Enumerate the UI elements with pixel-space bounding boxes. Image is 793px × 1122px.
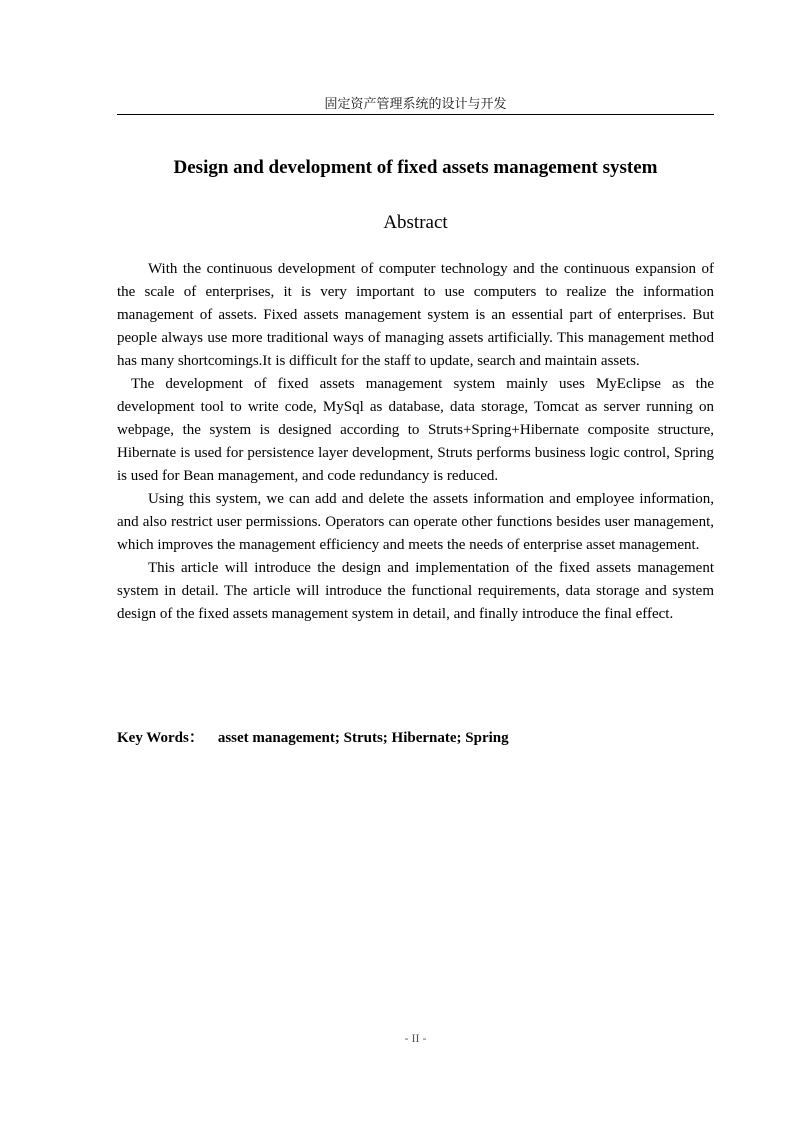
abstract-body [117, 258, 714, 626]
abstract-paragraph-4: This article will introduce the design and implementation of the fixed assets management system in detail. The article will introduce the functional requirements, data storage and system design of the fixed assets management system in detail, and finally introduce the final effect. [117, 560, 714, 622]
page-number: - II - [404, 1031, 427, 1045]
abstract-heading: Abstract [383, 212, 448, 233]
abstract-paragraph-1: With the continuous development of computer technology and the continuous expansion of the scale of enterprises, it is very important to use computers to realize the information management of assets. Fixed assets management system is an essential part of enterprises. But people always use more traditional ways of managing assets artificially. This management method has many shortcomings.It is difficult for the staff to update, search and maintain assets. [117, 261, 714, 369]
header-rule [117, 114, 714, 115]
abstract-paragraph-3: Using this system, we can add and delete the assets information and employee information, and also restrict user permissions. Operators can operate other functions besides user management, which improves the management efficiency and meets the needs of enterprise asset management. [117, 491, 714, 553]
keywords-line [117, 727, 714, 750]
abstract-paragraph-2: The development of fixed assets management system mainly uses MyEclipse as the development tool to write code, MySql as database, data storage, Tomcat as server running on webpage, the system is designed according to Struts+Spring+Hibernate composite structure, Hibernate is used for persistence layer development, Struts performs business logic control, Spring is used for Bean management, and code redundancy is reduced. [117, 376, 714, 484]
running-header: 固定资产管理系统的设计与开发 [324, 96, 507, 111]
keywords-value: asset management; Struts; Hibernate; Spring [217, 730, 509, 746]
document-title: Design and development of fixed assets management system [173, 157, 658, 178]
keywords-label: Key Words： [117, 730, 204, 746]
